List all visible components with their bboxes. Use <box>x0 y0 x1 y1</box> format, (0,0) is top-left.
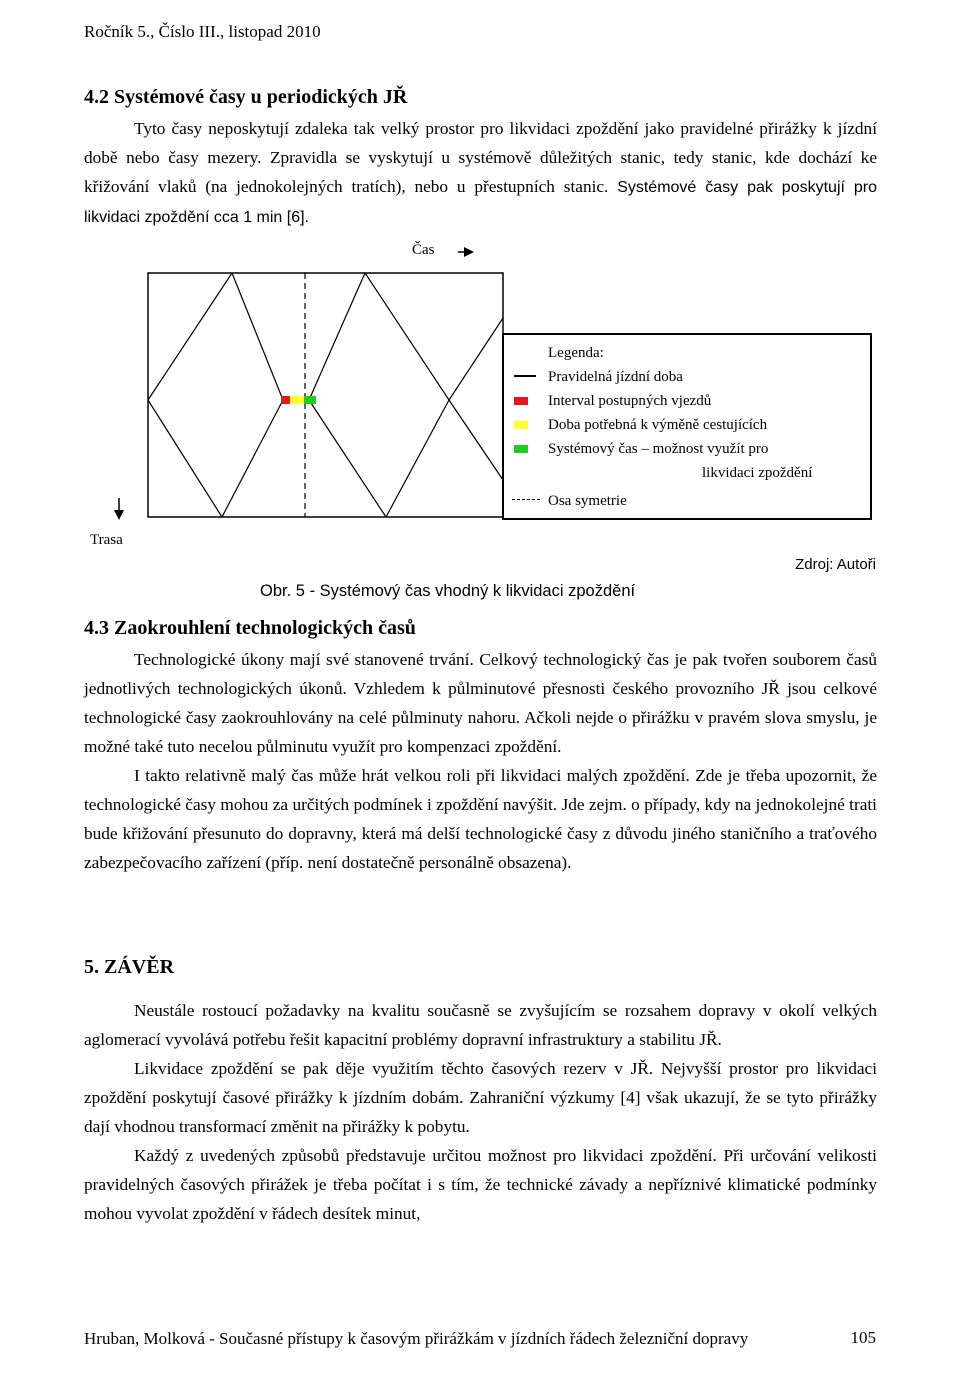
paragraph: I takto relativně malý čas může hrát velkou roli při likvidaci malých zpoždění. Zde je třeba upozornit, že technologické časy mohou za určitých podmínek i zpoždění navýšit. Jde zejm. o případy, kdy na jednokolejné trati bude křižování přesunuto do dopravny, která má delší technologické časy z důvodu jiného staničního a traťového zabezpečovacího zařízení (příp. není dostatečně personálně obsazena). <box>84 766 877 872</box>
train-path <box>148 273 232 400</box>
running-header: Ročník 5., Číslo III., listopad 2010 <box>84 22 321 41</box>
section-4-3-body <box>84 645 877 877</box>
train-path <box>148 400 222 517</box>
train-paths <box>148 273 503 517</box>
route-axis-label: Trasa <box>90 532 123 548</box>
section-heading-4-2: 4.2 Systémové časy u periodických JŘ <box>84 86 408 108</box>
train-path <box>309 273 365 400</box>
train-path <box>365 273 449 400</box>
train-path <box>222 400 283 517</box>
figure-source: Zdroj: Autoři <box>795 556 876 573</box>
section-4-2-paragraph: Tyto časy neposkytují zdaleka tak velký prostor pro likvidaci zpoždění jako pravidelné přirážky k jízdní době nebo časy mezery. Zpravidla se vyskytují u systémově důležitých stanic, tedy stanic, kde dochází ke křižování vlaků (na jednokolejných tratích), nebo u přestupních stanic. <box>84 119 877 196</box>
legend-dashed-line-icon <box>512 499 540 500</box>
train-path <box>386 400 449 517</box>
legend-solid-line-icon <box>514 375 536 377</box>
time-axis-label: Čas <box>412 242 435 258</box>
section-5-body <box>84 996 877 1228</box>
legend-title: Legenda: <box>548 345 604 361</box>
system-time-bar <box>304 396 316 404</box>
figure-caption: Obr. 5 - Systémový čas vhodný k likvidaci zpoždění <box>260 582 636 600</box>
paragraph: Likvidace zpoždění se pak děje využitím těchto časových rezerv v JŘ. Nejvyšší prostor pro likvidaci zpoždění poskytují časové přirážky k jízdním dobám. Zahraniční výzkumy [4] však ukazují, že se tyto přirážky dají vhodnou transformací změnit na přirážky k pobytu. <box>84 1059 877 1136</box>
paragraph: Neustále rostoucí požadavky na kvalitu současně se zvyšujícím se rozsahem dopravy v okolí velkých aglomerací vyvolává potřebu řešit kapacitní problémy dopravní infrastruktury a stabilitu JŘ. <box>84 1001 877 1049</box>
page-number: 105 <box>850 1328 876 1347</box>
legend-item-label: Interval postupných vjezdů <box>548 393 712 409</box>
exchange-bar <box>290 396 304 404</box>
legend-item-label-continued: likvidaci zpoždění <box>702 465 813 481</box>
legend-box <box>502 333 872 520</box>
paragraph: Každý z uvedených způsobů představuje určitou možnost pro likvidaci zpoždění. Při určování velikosti pravidelných časových přirážek je třeba počítat i s tím, že technické závady a nepříznivé klimatické podmínky mohou vyvolat zpoždění v řádech desítek minut, <box>84 1146 877 1223</box>
train-path <box>449 318 503 400</box>
time-arrow-head <box>464 247 474 257</box>
legend-item-label: Osa symetrie <box>548 493 627 509</box>
train-path <box>449 400 503 480</box>
footer-text: Hruban, Molková - Současné přístupy k časovým přirážkám v jízdních řádech železniční dopravy <box>84 1329 749 1348</box>
train-path <box>232 273 283 400</box>
legend-item-label: Doba potřebná k výměně cestujících <box>548 417 768 433</box>
paragraph: Technologické úkony mají své stanovené trvání. Celkový technologický čas je pak tvořen souborem časů jednotlivých technologických úkonů. Vzhledem k půlminutové přesnosti českého provozního JŘ jsou celkové technologické časy zaokrouhlovány na celé půlminuty nahoru. Ačkoli nejde o přirážku v pravém slova smyslu, je možné také tuto necelou půlminutu využít pro kompenzaci zpoždění. <box>84 650 877 756</box>
train-path <box>309 400 386 517</box>
diagram-frame <box>148 273 503 517</box>
legend-item-label: Pravidelná jízdní doba <box>548 369 683 385</box>
legend-green-swatch-icon <box>514 445 528 453</box>
section-4-2-paragraph-sans: Systémové časy pak poskytují pro likvidaci zpoždění cca 1 min [6]. <box>84 179 877 226</box>
route-arrow-head <box>114 510 124 520</box>
legend-yellow-swatch-icon <box>514 421 528 429</box>
legend-red-swatch-icon <box>514 397 528 405</box>
legend-item-label: Systémový čas – možnost využít pro <box>548 441 769 457</box>
section-heading-5: 5. ZÁVĚR <box>84 956 175 978</box>
interval-bar <box>281 396 290 404</box>
section-heading-4-3: 4.3 Zaokrouhlení technologických časů <box>84 617 416 639</box>
